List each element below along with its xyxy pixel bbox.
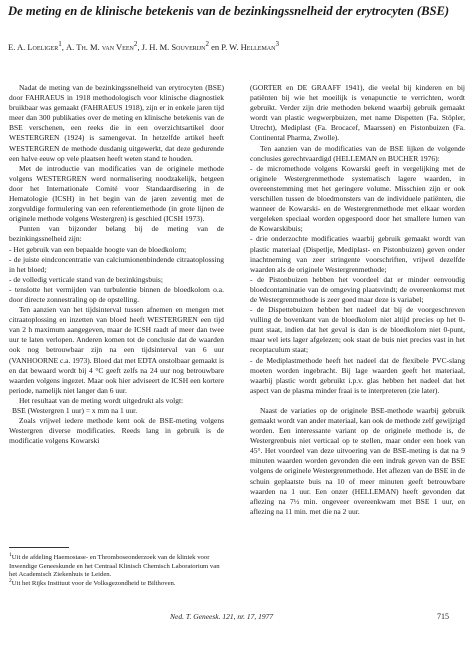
body-paragraph: - de volledig verticale stand van de bezinkingsbuis; [9, 274, 163, 284]
left-column [9, 83, 224, 446]
body-paragraph: - tenslotte het vermijden van turbulentie binnen de bloedkolom o.a. door directe zonnestraling op de opstelling. [9, 284, 224, 304]
author-name: P. W. Helleman [221, 41, 276, 52]
author-affiliation-marker: 3 [275, 40, 280, 48]
body-paragraph: Naast de variaties op de originele BSE-methode waarbij gebruik gemaakt wordt van ander materiaal, kan ook de methode zelf gewijzigd worden. Een interessante variant op de originele methode is, de Westergrenbuis niet verticaal op te stellen, maar onder een hoek van 45°. Het voordeel van deze uitvoering van de BSE-meting is dat na 9 minuten waarden worden gevonden die een indruk geven van de BSE volgens de originele Westergrenmethode. Het aflezen van de BSE in de schuin geplaatste buis na 10 of meer minuten geeft betrouwbare waarden na 1 uur. Een onzer (HELLEMAN) heeft gevonden dat aflezing na 7½ min. ongeveer overeenkwam met BSE 1 uur, en aflezing na 11 min. met die na 2 uur. [250, 405, 465, 516]
author-name: A. Th. M. van Veen [66, 41, 134, 52]
right-column [250, 83, 465, 517]
footnote-text: Uit de afdeling Haemostase- en Thromboseonderzoek van de kliniek voor Inwendige Geneeskunde en het Centraal Klinisch Chemisch Laboratorium van het Academisch Ziekenhuis te Leiden. [9, 554, 220, 579]
body-paragraph: Ten aanzien van de modificaties van de BSE lijken de volgende conclusies gerechtvaardigd (HELLEMAN en BUCHER 1976): [250, 143, 465, 163]
body-paragraph: Met de introductie van modificaties van de originele methode volgens WESTERGREN werd normalisering noodzakelijk, hetgeen door het Internationale Comité voor Standaardisering in de Hematologie (ICSH) in het begin van de jaren zeventig met de zorgvuldige formulering van een referentiemethode (in grote lijnen de originele methode volgens Westergren) is geschied (ICSH 1973). [9, 163, 224, 224]
body-paragraph: (GORTER en DE GRAAFF 1941), die veelal bij kinderen en bij patiënten bij wie het moeilijk is venapunctie te verrichten, wordt gebruikt. Verder zijn drie methoden bekend waarbij gebruik gemaakt wordt van plastic wegwerpbuizen, met name Dispetten (Fa. Stöpler, Utrecht), Mediplast (Fa. Brocacef, Maarssen) en Pistonbuizen (Fa. Continental Pharma, Zwolle). [250, 83, 465, 143]
author-list [8, 42, 279, 52]
body-paragraph [250, 396, 465, 406]
body-paragraph: - de micromethode volgens Kowarski geeft in vergelijking met de originele Westergrenmethode systematisch lagere waarden, in overeenstemming met het geringere volume. Misschien zijn er ook verschillen tussen de bloedmonsters van de individuele patiënten, die wanneer de Kowarski- en de Westergrenmethode met elkaar worden vergeleken speciaal worden opgespoord door het smallere lumen van de Kowarskibuis; [250, 163, 465, 234]
formula-line: BSE (Westergren 1 uur) = x mm na 1 uur. [12, 406, 138, 415]
footnote-1 [9, 551, 224, 580]
body-paragraph: - drie onderzochte modificaties waarbij gebruik gemaakt wordt van plastic materiaal (Dispetlje, Mediplast- en Pistonbuizen) geven onder inachtneming van zeer stringente voorschriften, vrijwel dezelfde waarden als de originele Westergrenmethode; [250, 234, 465, 274]
author-line [8, 39, 466, 53]
footnote-marker: 1 [9, 552, 12, 558]
body-paragraph: Punten van bijzonder belang bij de meting van de bezinkingssnelheid zijn: [9, 224, 224, 244]
body-paragraph: Ten aanzien van het tijdsinterval tussen afnemen en mengen met citraatoplossing en inzetten van bloed heeft WESTERGREN een tijd van 2 h maximum aangegeven, maar de ICSH raadt af meer dan twee uur te laten verlopen. Anderen komen tot de conclusie dat de waarden ook nog betrouwbaar zijn na een tijdsinterval van 6 uur (VANHOORNE c.a. 1973). Bloed dat met EDTA onstolbaar gemaakt is en dat bewaard wordt bij 4 °C geeft zelfs na 24 uur nog betrouwbare waarden volgens ingezet. Maar ook hier adviseert de ICSH een kortere periode, namelijk niet langer dan 6 uur. [9, 305, 224, 395]
author-affiliation-marker: 2 [133, 40, 138, 48]
footnote-text: Uit het Rijks Instituut voor de Volksgezondheid te Bilthoven. [11, 580, 176, 588]
author-affiliation-marker: 1 [58, 40, 62, 48]
body-paragraph: - Het gebruik van een bepaalde hoogte van de bloedkolom; [9, 244, 187, 254]
author-name: E. A. Loeliger [8, 41, 59, 52]
author-name: J. H. M. Souverijn [141, 41, 206, 52]
page-number: 715 [437, 612, 449, 621]
author-separator: , [61, 41, 67, 52]
body-paragraph: Zoals vrijwel iedere methode kent ook de BSE-meting volgens Westergren diverse modificaties. Reeds lang in gebruik is de modificatie volgens Kowarski [9, 416, 224, 446]
author-affiliation-marker: 2 [205, 40, 210, 48]
body-paragraph: Nadat de meting van de bezinkingssnelheid van erytrocyten (BSE) door FAHRAEUS in 1918 methodologisch voor klinische diagnostiek bruikbaar was gemaakt (FAHRAEUS 1918), zijn er in enkele jaren tijd meer dan 300 publikaties over de meting en klinische betekenis van de BSE verschenen, een reeks die in een overzichtsartikel door WESTERGREN (1924) is samengevat. In hetzelfde artikel heeft WESTERGREN de methode dusdanig uitgewerkt, dat deze gedurende een halve eeuw op vele plaatsen heeft weten stand te houden. [9, 83, 224, 163]
body-paragraph: - de Dispettebuizen hebben het nadeel dat bij de voorgeschreven vulling de bovenkant van de bloedkolom niet altijd precies op het 0-punt staat, indien dat het geval is dan is de bloedkolom niet 0-punt, maar wel iets lager afgelezen; ook staat de buis niet precies vast in het receptaculum staat; [250, 305, 465, 355]
body-paragraph: - de Pistonbuizen hebben het voordeel dat er minder eenvoudig bloedcontaminatie van de omgeving plaatsvindt; de overeenkomst met de Westergrenmethode is zeer goed maar deze is variabel; [250, 274, 465, 304]
journal-citation: Ned. T. Geneesk. 121, nr. 17, 1977 [170, 612, 274, 621]
footnote-rule [9, 547, 69, 548]
author-separator: en [209, 41, 222, 52]
author-separator: , [137, 41, 142, 52]
body-paragraph: Het resultaat van de meting wordt uitgedrukt als volgt: [19, 395, 184, 405]
footnote-2 [9, 577, 224, 589]
body-paragraph: - de juiste eindconcentratie van calciumionenbindende citraatoplossing in het bloed; [9, 254, 224, 274]
body-paragraph: - de Mediplastmethode heeft het nadeel dat de flexibele PVC-slang moeten worden ingebracht. Bij lage waarden geeft het materiaal, waarbij plastic wordt gebruikt i.p.v. glas hebben het nadeel dat het aspect van de plasma minder fraai is te interpreteren (zie later). [250, 355, 465, 395]
footnote-marker: 2 [9, 578, 12, 584]
article-title: De meting en de klinische betekenis van de bezinkingssnelheid der erytrocyten (BSE) [8, 4, 450, 18]
